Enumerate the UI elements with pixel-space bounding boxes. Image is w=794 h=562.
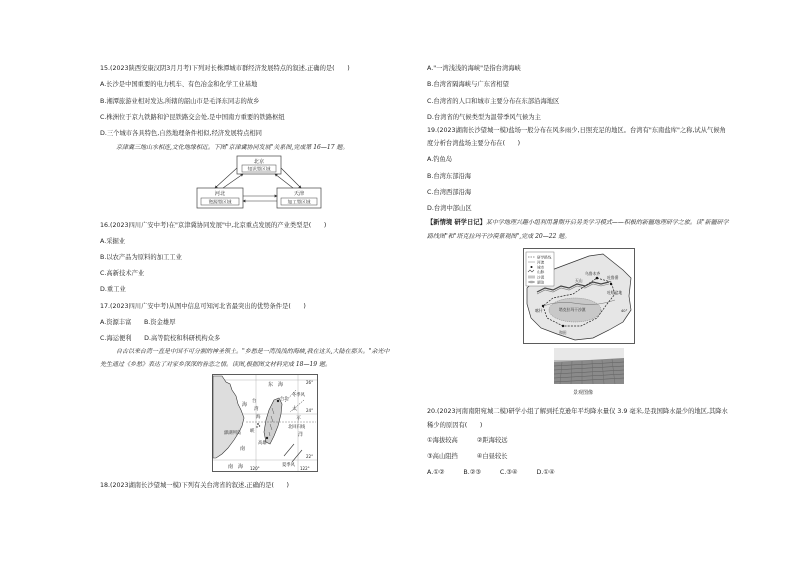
label-tuha: 吐哈盆地 [607, 290, 623, 295]
question-20-answers: A.①② B.②③ C.③④ D.①④ [427, 469, 555, 476]
legend-city: 城市 [537, 265, 545, 270]
question-18-stem: 18.(2023湖南长沙望城一模)下列有关台湾省的叙述,正确的是( ) [100, 482, 289, 489]
beijing-sub: 知识型区域 [247, 167, 271, 173]
label-penghu: 澎湖列岛 [224, 431, 242, 436]
label-lat-26: 26° [306, 380, 314, 385]
intro-16-17: 京津冀三地山水相连,文化地缘相近。下图"京津冀协同发展"关系图,完成第 16—17 题。 [116, 144, 349, 151]
label-lon-122: 122° [300, 466, 310, 471]
label-lat-40: 40° [621, 309, 628, 313]
question-20-options-2: ③高山阻挡 ④白昼较长 [427, 453, 508, 460]
question-19-option-d: D.台湾中部山区 [427, 205, 472, 212]
jingjinji-diagram [193, 154, 325, 212]
intro-tag: 【新情境 研学日记】 [427, 219, 486, 226]
question-17-options-ab: A.资源丰富 B.资金雄厚 [100, 319, 176, 326]
question-20-stem-line1: 20.(2023河南南阳宛城二模)研学小组了解到托克逊年平均降水量仅 3.9 毫米,是我国降水最少的地区,其降水 [427, 408, 728, 415]
desert-landscape-photo [554, 348, 624, 384]
label-tianshan: 天山 [575, 278, 583, 283]
label-yang: 洋 [298, 432, 304, 438]
question-17-options-cd: C.海运便利 D.高等院校和科研机构众多 [100, 335, 221, 342]
photo-caption: 景观图像 [573, 390, 594, 396]
label-winter-monsoon: 冬季风 [292, 393, 305, 398]
label-tropic: 北回归线 [288, 425, 306, 430]
label-strait-2: 湾 [254, 407, 259, 412]
question-20-stem-line2: 稀少的原因有( ) [427, 422, 483, 429]
label-hotan: 和田 [559, 330, 567, 335]
legend-lake: 湖泊 [537, 280, 545, 285]
question-15-option-c: C.株洲位于京九铁路和沪昆铁路交会处,是中国南方重要的铁路枢纽 [100, 114, 285, 121]
label-south-sea: 南 海 [228, 464, 244, 470]
beijing-label: 北京 [253, 159, 265, 165]
label-east-sea: 东 海 [268, 382, 284, 388]
label-taibei: 台北 [280, 397, 289, 402]
question-18-option-a: A."一湾浅浅的海峡"是指台湾海峡 [427, 65, 521, 72]
taiwan-map [212, 374, 318, 472]
question-19-option-a: A.钓鱼岛 [427, 156, 453, 163]
label-nan: 南 [240, 446, 246, 452]
label-tai: 太 [292, 406, 298, 412]
tianjin-sub: 加工型区域 [287, 200, 311, 206]
question-17-stem: 17.(2023四川广安中考)从图中信息可知河北省最突出的优势条件是( ) [100, 303, 306, 310]
legend-desert: 沙漠 [537, 275, 545, 280]
question-18-option-c: C.台湾省的人口和城市主要分布在东部沿海地区 [427, 98, 560, 105]
label-kashgar: 喀什 [535, 308, 543, 313]
question-16-option-d: D.重工业 [100, 286, 126, 293]
question-16-stem: 16.(2023四川广安中考)在"京津冀协同发展"中,北京重点发展的产业类型是( ) [100, 222, 327, 229]
question-19-stem-line2: 度分析台湾盐场主要分布在( ) [427, 140, 521, 147]
question-15-option-b: B.湘潭旅游业相对发达,所辖的韶山市是毛泽东同志的故乡 [100, 98, 260, 105]
label-ping: 平 [296, 416, 302, 422]
intro-18-19-line2: 先生通过《乡愁》表达了对家乡深深的眷恋之情。读图,根据图文材料完成 18—19 题。 [100, 361, 331, 368]
question-19-option-b: B.台湾东部沿海 [427, 173, 472, 180]
label-lat-22: 22° [306, 454, 314, 459]
legend-route: 研学路线 [537, 255, 552, 260]
label-gaoxiong: 高雄 [258, 441, 267, 446]
intro-20-22-text: 某中学地理兴趣小组利用暑期开启另类学习模式——积极的新疆地理研学之旅。读"新疆研学 [485, 219, 729, 226]
hebei-sub: 资源型区域 [208, 200, 232, 206]
label-lat-24: 24° [306, 408, 314, 413]
label-turpan: 吐鲁番 [607, 275, 619, 280]
label-taklamakan: 塔克拉玛干沙漠 [559, 307, 586, 312]
intro-18-19-line1: 自古以来台湾一直是中国不可分割的神圣领土。"乡愁是一湾浅浅的海峡,我在这头,大陆在那头。"余光中 [116, 348, 390, 355]
label-strait-1: 台 [252, 399, 257, 404]
label-urumqi: 乌鲁木齐 [585, 271, 601, 276]
intro-20-22-line2: 路线图"和"塔克拉玛干沙漠景观图",完成 20—22 题。 [427, 233, 571, 240]
tianjin-label: 天津 [293, 191, 305, 197]
question-15-stem: 15.(2023陕西安康汉阴3月月考)下列对长株潭城市群经济发展特点的叙述,正确的是( ) [100, 65, 350, 72]
question-20-options-1: ①海拔较高 ②距海较远 [427, 437, 508, 444]
hebei-label: 河北 [214, 191, 226, 197]
xinjiang-map [523, 248, 635, 344]
question-19-stem-line1: 19.(2023湖南长沙望城一模)盐场一般分布在风多雨少,日照充足的地区。台湾有"东南盐库"之称,试从气候角 [427, 127, 726, 134]
intro-20-22-line1 [427, 219, 729, 227]
question-15-option-d: D.三个城市各具特色,自然地理条件相似,经济发展特点相同 [100, 130, 262, 137]
label-strait-3: 海 [256, 415, 261, 420]
question-15-option-a: A.长沙是中国重要的电力机车、有色冶金和化学工业基地 [100, 81, 258, 88]
label-summer-monsoon: 夏季风 [282, 463, 295, 468]
question-18-option-b: B.台湾省隔海峡与广东省相望 [427, 81, 509, 88]
question-16-option-b: B.以农产品为原料的加工工业 [100, 254, 182, 261]
question-16-option-c: C.高新技术产业 [100, 270, 145, 277]
question-19-option-c: C.台湾西部沿海 [427, 189, 472, 196]
question-18-option-d: D.台湾省的气候类型为温带季风气候为主 [427, 114, 541, 121]
legend-mountain: 山脉 [537, 270, 545, 274]
label-hai: 海 [242, 402, 248, 408]
question-16-option-a: A.采掘业 [100, 238, 126, 245]
label-strait-4: 峡 [250, 429, 255, 434]
legend-river: 河流 [537, 260, 545, 265]
label-lon-120: 120° [250, 466, 260, 471]
